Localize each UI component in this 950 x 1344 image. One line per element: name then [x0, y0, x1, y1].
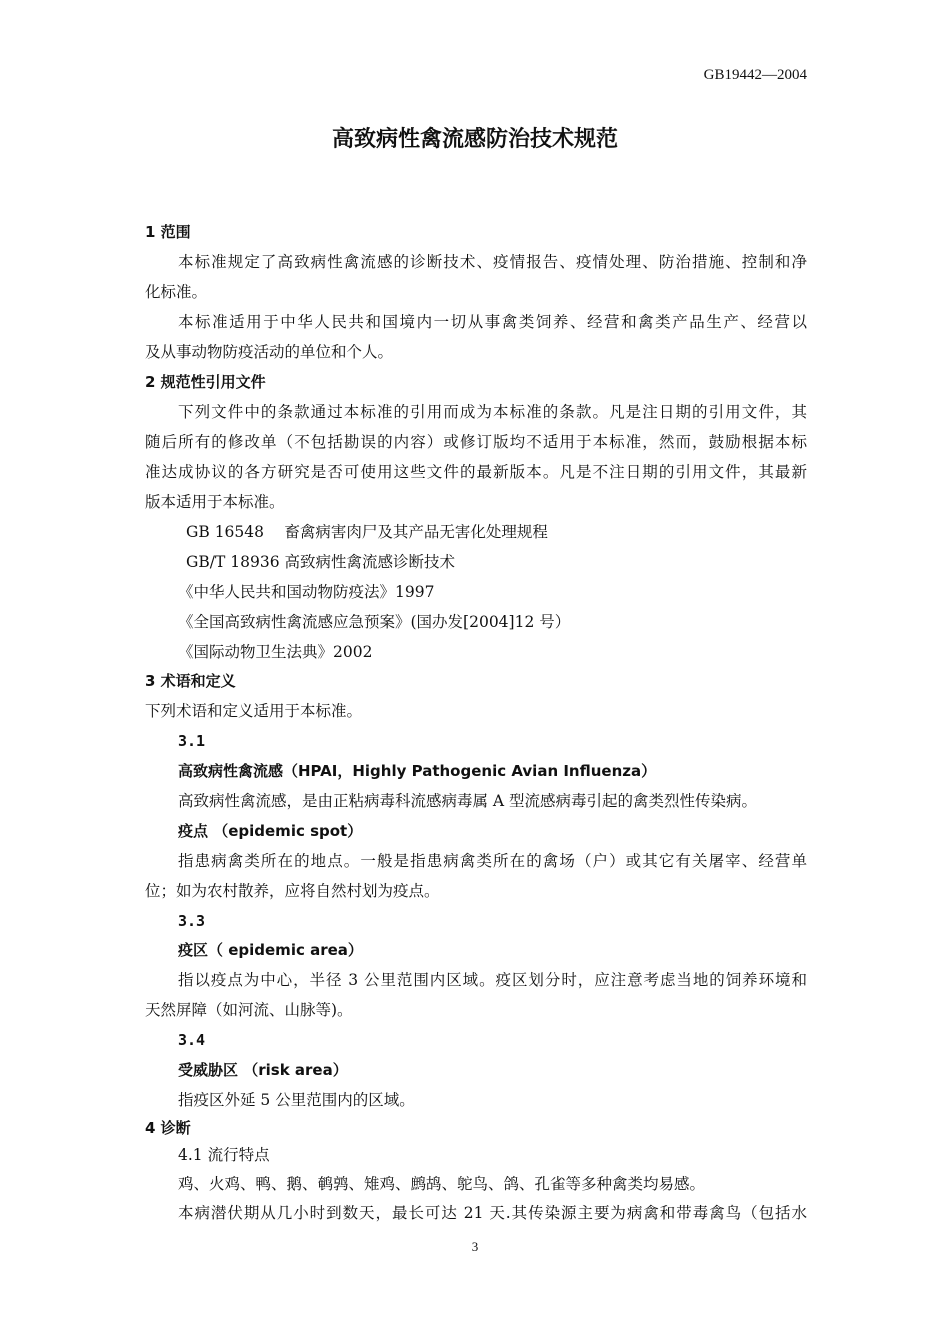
term-heading: 高致病性禽流感（HPAI，Highly Pathogenic Avian Influenza）	[178, 762, 657, 780]
paragraph-line: 鸡、火鸡、鸭、鹅、鹌鹑、雉鸡、鹧鸪、鸵鸟、鸽、孔雀等多种禽类均易感。	[178, 1175, 706, 1193]
paragraph-line: 准达成协议的各方研究是否可使用这些文件的最新版本。凡是不注日期的引用文件，其最新	[145, 463, 807, 481]
section-1-heading: 1 范围	[145, 223, 191, 241]
section-2-heading: 2 规范性引用文件	[145, 373, 266, 391]
paragraph-line: 下列术语和定义适用于本标准。	[145, 702, 363, 720]
term-number: 3.1	[178, 732, 206, 750]
term-definition: 高致病性禽流感，是由正粘病毒科流感病毒属 A 型流感病毒引起的禽类烈性传染病。	[178, 792, 758, 810]
paragraph-line: 及从事动物防疫活动的单位和个人。	[145, 343, 394, 361]
reference-item: GB/T 18936 高致病性禽流感诊断技术	[186, 553, 455, 571]
term-definition: 指疫区外延 5 公里范围内的区域。	[178, 1091, 415, 1109]
term-definition: 天然屏障（如河流、山脉等)。	[145, 1001, 353, 1019]
subsection-heading: 4.1 流行特点	[178, 1146, 270, 1164]
paragraph-line: 本标准规定了高致病性禽流感的诊断技术、疫情报告、疫情处理、防治措施、控制和净	[178, 253, 807, 271]
term-definition: 位；如为农村散养，应将自然村划为疫点。	[145, 882, 440, 900]
term-heading: 疫区（ epidemic area）	[178, 941, 363, 959]
paragraph-line: 化标准。	[145, 283, 208, 301]
reference-item: 《中华人民共和国动物防疫法》1997	[178, 583, 435, 601]
term-definition: 指以疫点为中心，半径 3 公里范围内区域。疫区划分时，应注意考虑当地的饲养环境和	[178, 971, 807, 989]
paragraph-line: 下列文件中的条款通过本标准的引用而成为本标准的条款。凡是注日期的引用文件，其	[178, 403, 807, 421]
paragraph-line: 本病潜伏期从几小时到数天，最长可达 21 天.其传染源主要为病禽和带毒禽鸟（包括水	[178, 1204, 807, 1222]
document-title: 高致病性禽流感防治技术规范	[331, 127, 618, 152]
term-number: 3.3	[178, 912, 206, 930]
paragraph-line: 本标准适用于中华人民共和国境内一切从事禽类饲养、经营和禽类产品生产、经营以	[178, 313, 807, 331]
reference-item: GB 16548 畜禽病害肉尸及其产品无害化处理规程	[186, 523, 548, 541]
term-number: 3.4	[178, 1031, 206, 1049]
section-4-heading: 4 诊断	[145, 1119, 191, 1137]
page-number: 3	[471, 1239, 479, 1254]
term-heading: 疫点 （epidemic spot）	[178, 822, 363, 840]
term-definition: 指患病禽类所在的地点。一般是指患病禽类所在的禽场（户）或其它有关屠宰、经营单	[178, 852, 807, 870]
paragraph-line: 版本适用于本标准。	[145, 493, 285, 511]
reference-item: 《全国高致病性禽流感应急预案》(国办发[2004]12 号）	[178, 613, 571, 631]
section-3-heading: 3 术语和定义	[145, 672, 236, 690]
reference-item: 《国际动物卫生法典》2002	[178, 643, 373, 661]
paragraph-line: 随后所有的修改单（不包括勘误的内容）或修订版均不适用于本标准，然而，鼓励根据本标	[145, 433, 807, 451]
term-heading: 受威胁区 （risk area）	[178, 1061, 348, 1079]
standard-number: GB19442—2004	[703, 67, 807, 83]
